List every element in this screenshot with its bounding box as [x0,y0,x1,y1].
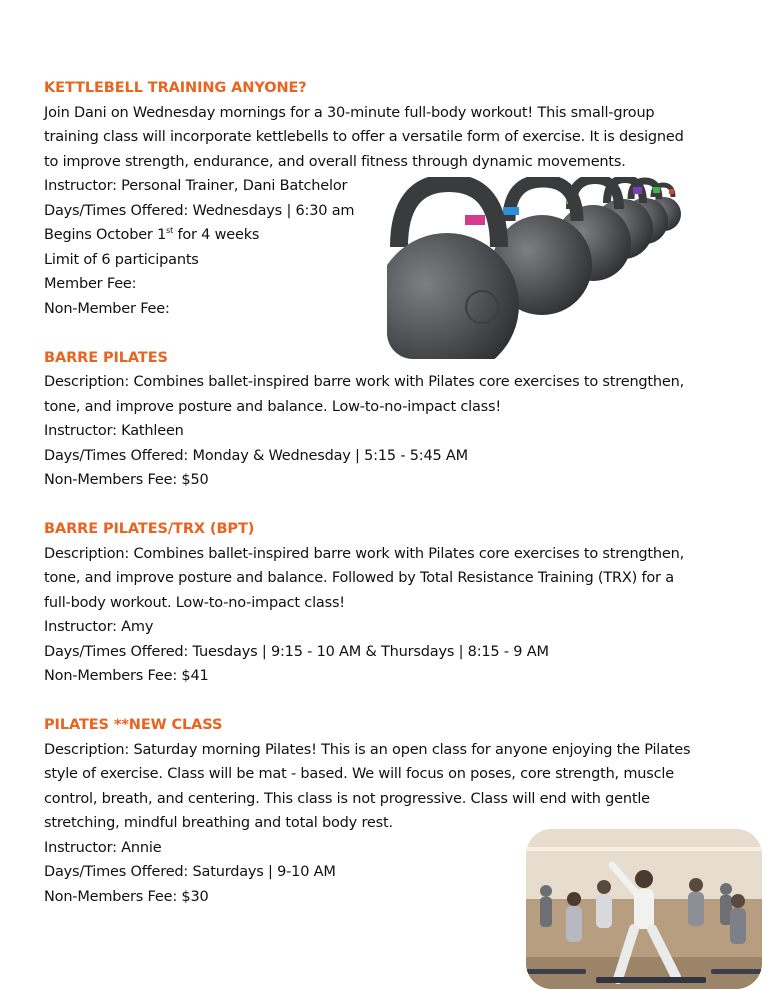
begins-prefix: Begins October 1 [44,227,167,243]
begins-ordinal: st [166,226,174,236]
kettlebell-desc-2: training class will incorporate kettlebells to offer a versatile form of exercise. It is designed [44,129,684,145]
barre-desc-1: Description: Combines ballet-inspired barre work with Pilates core exercises to strengthen, [44,374,685,390]
kettlebell-instructor: Instructor: Personal Trainer, Dani Batchelor [44,178,348,194]
barre-days: Days/Times Offered: Monday & Wednesday | 5:15 - 5:45 AM [44,447,468,464]
bpt-fee: Non-Members Fee: $41 [44,668,209,684]
pilates-days: Days/Times Offered: Saturdays | 9-10 AM [44,864,336,880]
begins-suffix: for 4 weeks [173,227,260,243]
barre-fee: Non-Members Fee: $50 [44,472,209,488]
pilates-illustration [526,829,762,989]
pilates-class-photo [526,829,762,989]
pilates-title: PILATES **NEW CLASS [44,717,223,733]
section-gap [44,493,744,518]
kettlebell-member-fee: Member Fee: [44,276,137,292]
bpt-desc-2: tone, and improve posture and balance. Followed by Total Resistance Training (TRX) for a [44,570,674,586]
kettlebell-title: KETTLEBELL TRAINING ANYONE? [44,80,307,96]
barre-title: BARRE PILATES [44,349,168,366]
bpt-title: BARRE PILATES/TRX (BPT) [44,521,255,537]
pilates-desc-2: style of exercise. Class will be mat - based. We will focus on poses, core strength, muscle [44,766,674,782]
pilates-instructor: Instructor: Annie [44,839,162,856]
pilates-desc-1: Description: Saturday morning Pilates! This is an open class for anyone enjoying the Pilates [44,741,691,758]
section-barre-trx [44,517,744,689]
section-gap [44,689,744,714]
kettlebell-photo [387,177,695,359]
pilates-fee: Non-Members Fee: $30 [44,888,209,905]
bpt-instructor: Instructor: Amy [44,619,154,635]
kettlebell-desc-3: to improve strength, endurance, and overall fitness through dynamic movements. [44,153,626,170]
kettlebell-1 [387,183,519,359]
barre-instructor: Instructor: Kathleen [44,423,184,439]
pilates-desc-3: control, breath, and centering. This class is not progressive. Class will end with gentle [44,790,650,807]
kettlebell-days: Days/Times Offered: Wednesdays | 6:30 am [44,202,355,219]
pilates-desc-4: stretching, mindful breathing and total body rest. [44,815,393,831]
kettlebell-limit: Limit of 6 participants [44,251,199,268]
kettlebell-desc-1: Join Dani on Wednesday mornings for a 30-minute full-body workout! This small-group [44,104,655,121]
section-barre-pilates [44,346,744,493]
bpt-desc-3: full-body workout. Low-to-no-impact class! [44,594,345,611]
kettlebell-non-member-fee: Non-Member Fee: [44,300,170,317]
bpt-days: Days/Times Offered: Tuesdays | 9:15 - 10 AM & Thursdays | 8:15 - 9 AM [44,643,549,660]
kettlebell-illustration [387,177,695,359]
barre-desc-2: tone, and improve posture and balance. Low-to-no-impact class! [44,398,501,415]
bpt-desc-1: Description: Combines ballet-inspired barre work with Pilates core exercises to strengthen, [44,545,685,562]
